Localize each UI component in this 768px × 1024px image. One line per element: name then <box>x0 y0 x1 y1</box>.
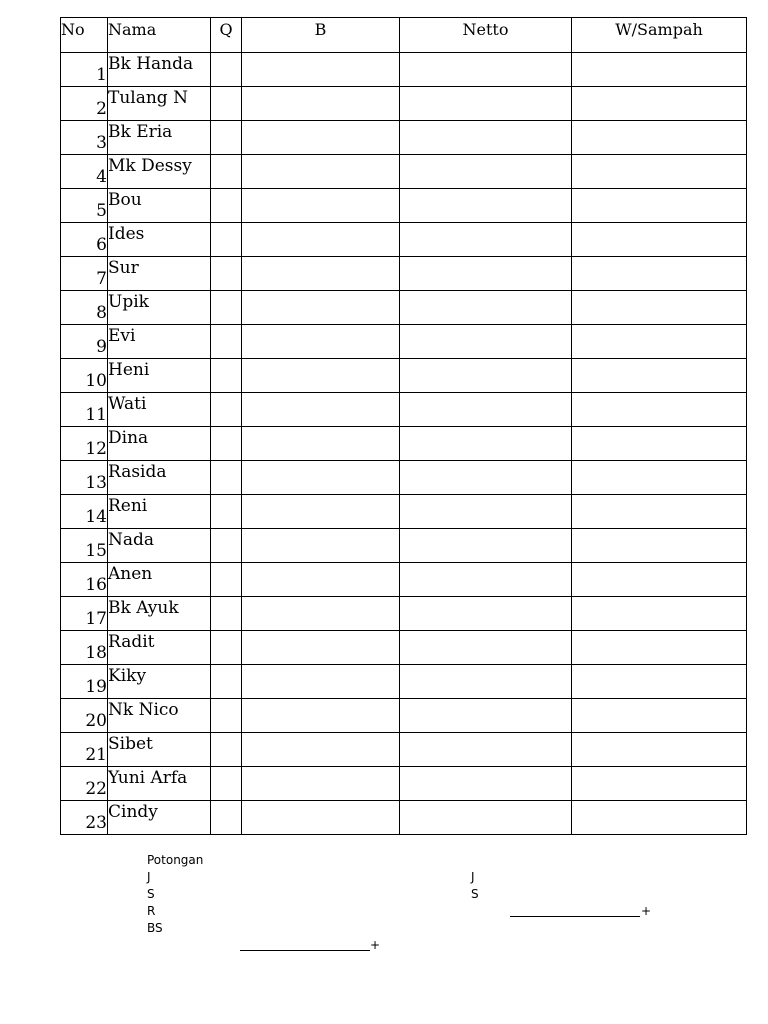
table-row <box>61 427 747 461</box>
table-row <box>61 767 747 801</box>
cell-q <box>211 325 242 359</box>
cell-q <box>211 427 242 461</box>
cell-w-sampah <box>572 733 747 767</box>
cell-w-sampah <box>572 597 747 631</box>
table-body <box>61 53 747 835</box>
row-number: 18 <box>61 631 108 665</box>
cell-q <box>211 87 242 121</box>
cell-w-sampah <box>572 53 747 87</box>
cell-b <box>242 631 400 665</box>
cell-q <box>211 257 242 291</box>
cell-w-sampah <box>572 801 747 835</box>
header-q: Q <box>211 18 242 53</box>
row-name: Bk Eria <box>108 121 211 155</box>
row-name: Wati <box>108 393 211 427</box>
table-row <box>61 155 747 189</box>
plus-sign-right: + <box>641 904 652 918</box>
cell-b <box>242 325 400 359</box>
cell-q <box>211 121 242 155</box>
cell-q <box>211 393 242 427</box>
cell-w-sampah <box>572 223 747 257</box>
row-name: Reni <box>108 495 211 529</box>
footer-s-label: S <box>147 887 155 901</box>
cell-b <box>242 223 400 257</box>
cell-b <box>242 563 400 597</box>
row-number: 10 <box>61 359 108 393</box>
cell-w-sampah <box>572 699 747 733</box>
header-b: B <box>242 18 400 53</box>
row-name: Anen <box>108 563 211 597</box>
table-row <box>61 291 747 325</box>
cell-w-sampah <box>572 393 747 427</box>
row-number: 5 <box>61 189 108 223</box>
header-w-sampah: W/Sampah <box>572 18 747 53</box>
row-name: Kiky <box>108 665 211 699</box>
row-number: 9 <box>61 325 108 359</box>
footer-left <box>147 852 203 937</box>
cell-b <box>242 597 400 631</box>
row-number: 8 <box>61 291 108 325</box>
cell-q <box>211 665 242 699</box>
cell-netto <box>400 189 572 223</box>
table-row <box>61 801 747 835</box>
cell-b <box>242 665 400 699</box>
footer-j-label: J <box>147 870 151 884</box>
cell-q <box>211 53 242 87</box>
cell-w-sampah <box>572 767 747 801</box>
cell-w-sampah <box>572 87 747 121</box>
cell-b <box>242 359 400 393</box>
cell-b <box>242 155 400 189</box>
footer-r-label: R <box>147 904 156 918</box>
cell-q <box>211 359 242 393</box>
cell-q <box>211 529 242 563</box>
row-name: Bou <box>108 189 211 223</box>
cell-w-sampah <box>572 563 747 597</box>
cell-q <box>211 597 242 631</box>
row-name: Evi <box>108 325 211 359</box>
table-row <box>61 121 747 155</box>
row-number: 11 <box>61 393 108 427</box>
cell-netto <box>400 291 572 325</box>
cell-netto <box>400 495 572 529</box>
cell-netto <box>400 325 572 359</box>
table-row <box>61 733 747 767</box>
table-row <box>61 563 747 597</box>
cell-w-sampah <box>572 121 747 155</box>
cell-q <box>211 801 242 835</box>
row-name: Dina <box>108 427 211 461</box>
cell-q <box>211 291 242 325</box>
cell-netto <box>400 461 572 495</box>
cell-netto <box>400 529 572 563</box>
cell-b <box>242 767 400 801</box>
cell-netto <box>400 699 572 733</box>
row-number: 4 <box>61 155 108 189</box>
cell-netto <box>400 53 572 87</box>
cell-b <box>242 529 400 563</box>
row-number: 1 <box>61 53 108 87</box>
cell-w-sampah <box>572 427 747 461</box>
row-number: 13 <box>61 461 108 495</box>
footer-right <box>471 869 479 903</box>
row-number: 15 <box>61 529 108 563</box>
row-number: 2 <box>61 87 108 121</box>
table-row <box>61 597 747 631</box>
cell-netto <box>400 393 572 427</box>
row-number: 6 <box>61 223 108 257</box>
row-name: Sibet <box>108 733 211 767</box>
row-number: 21 <box>61 733 108 767</box>
cell-w-sampah <box>572 461 747 495</box>
cell-netto <box>400 223 572 257</box>
table-row <box>61 87 747 121</box>
row-number: 7 <box>61 257 108 291</box>
cell-w-sampah <box>572 631 747 665</box>
cell-w-sampah <box>572 291 747 325</box>
cell-w-sampah <box>572 665 747 699</box>
cell-netto <box>400 563 572 597</box>
cell-q <box>211 563 242 597</box>
cell-q <box>211 699 242 733</box>
row-name: Ides <box>108 223 211 257</box>
cell-w-sampah <box>572 359 747 393</box>
table-row <box>61 461 747 495</box>
cell-b <box>242 733 400 767</box>
row-name: Tulang N <box>108 87 211 121</box>
row-number: 14 <box>61 495 108 529</box>
table-row <box>61 393 747 427</box>
row-number: 20 <box>61 699 108 733</box>
table-row <box>61 53 747 87</box>
cell-b <box>242 53 400 87</box>
cell-netto <box>400 801 572 835</box>
cell-netto <box>400 597 572 631</box>
row-number: 19 <box>61 665 108 699</box>
row-number: 23 <box>61 801 108 835</box>
row-name: Nk Nico <box>108 699 211 733</box>
header-netto: Netto <box>400 18 572 53</box>
cell-q <box>211 189 242 223</box>
row-number: 12 <box>61 427 108 461</box>
cell-w-sampah <box>572 495 747 529</box>
row-name: Bk Handa <box>108 53 211 87</box>
cell-w-sampah <box>572 529 747 563</box>
row-number: 17 <box>61 597 108 631</box>
table-row <box>61 699 747 733</box>
cell-netto <box>400 427 572 461</box>
cell-q <box>211 223 242 257</box>
row-name: Heni <box>108 359 211 393</box>
header-nama: Nama <box>108 18 211 53</box>
table-row <box>61 223 747 257</box>
cell-w-sampah <box>572 155 747 189</box>
row-name: Mk Dessy <box>108 155 211 189</box>
cell-q <box>211 155 242 189</box>
table-row <box>61 665 747 699</box>
cell-b <box>242 699 400 733</box>
cell-b <box>242 393 400 427</box>
cell-netto <box>400 359 572 393</box>
row-name: Cindy <box>108 801 211 835</box>
cell-b <box>242 427 400 461</box>
footer-bs-label: BS <box>147 921 163 935</box>
sum-line-right <box>510 916 640 917</box>
row-name: Bk Ayuk <box>108 597 211 631</box>
table-row <box>61 189 747 223</box>
table-row <box>61 529 747 563</box>
cell-b <box>242 87 400 121</box>
cell-b <box>242 495 400 529</box>
header-no: No <box>61 18 108 53</box>
row-name: Rasida <box>108 461 211 495</box>
cell-netto <box>400 631 572 665</box>
cell-b <box>242 121 400 155</box>
weighing-table <box>60 17 747 835</box>
header-row <box>61 18 747 53</box>
plus-sign-left: + <box>370 938 381 952</box>
row-number: 16 <box>61 563 108 597</box>
row-name: Upik <box>108 291 211 325</box>
cell-q <box>211 733 242 767</box>
table-row <box>61 325 747 359</box>
cell-netto <box>400 155 572 189</box>
row-name: Radit <box>108 631 211 665</box>
row-name: Sur <box>108 257 211 291</box>
cell-q <box>211 631 242 665</box>
table-row <box>61 359 747 393</box>
row-name: Nada <box>108 529 211 563</box>
table-row <box>61 495 747 529</box>
cell-w-sampah <box>572 257 747 291</box>
cell-netto <box>400 121 572 155</box>
cell-netto <box>400 87 572 121</box>
cell-q <box>211 461 242 495</box>
cell-b <box>242 291 400 325</box>
cell-netto <box>400 257 572 291</box>
footer-right-j-label: J <box>471 870 475 884</box>
cell-netto <box>400 733 572 767</box>
cell-q <box>211 495 242 529</box>
cell-w-sampah <box>572 325 747 359</box>
cell-q <box>211 767 242 801</box>
sum-line-left <box>240 950 370 951</box>
table-row <box>61 257 747 291</box>
cell-b <box>242 189 400 223</box>
row-name: Yuni Arfa <box>108 767 211 801</box>
table-row <box>61 631 747 665</box>
footer-potongan-label: Potongan <box>147 853 204 867</box>
cell-netto <box>400 665 572 699</box>
row-number: 22 <box>61 767 108 801</box>
cell-b <box>242 461 400 495</box>
cell-b <box>242 801 400 835</box>
cell-w-sampah <box>572 189 747 223</box>
row-number: 3 <box>61 121 108 155</box>
cell-b <box>242 257 400 291</box>
footer-right-s-label: S <box>471 887 479 901</box>
cell-netto <box>400 767 572 801</box>
